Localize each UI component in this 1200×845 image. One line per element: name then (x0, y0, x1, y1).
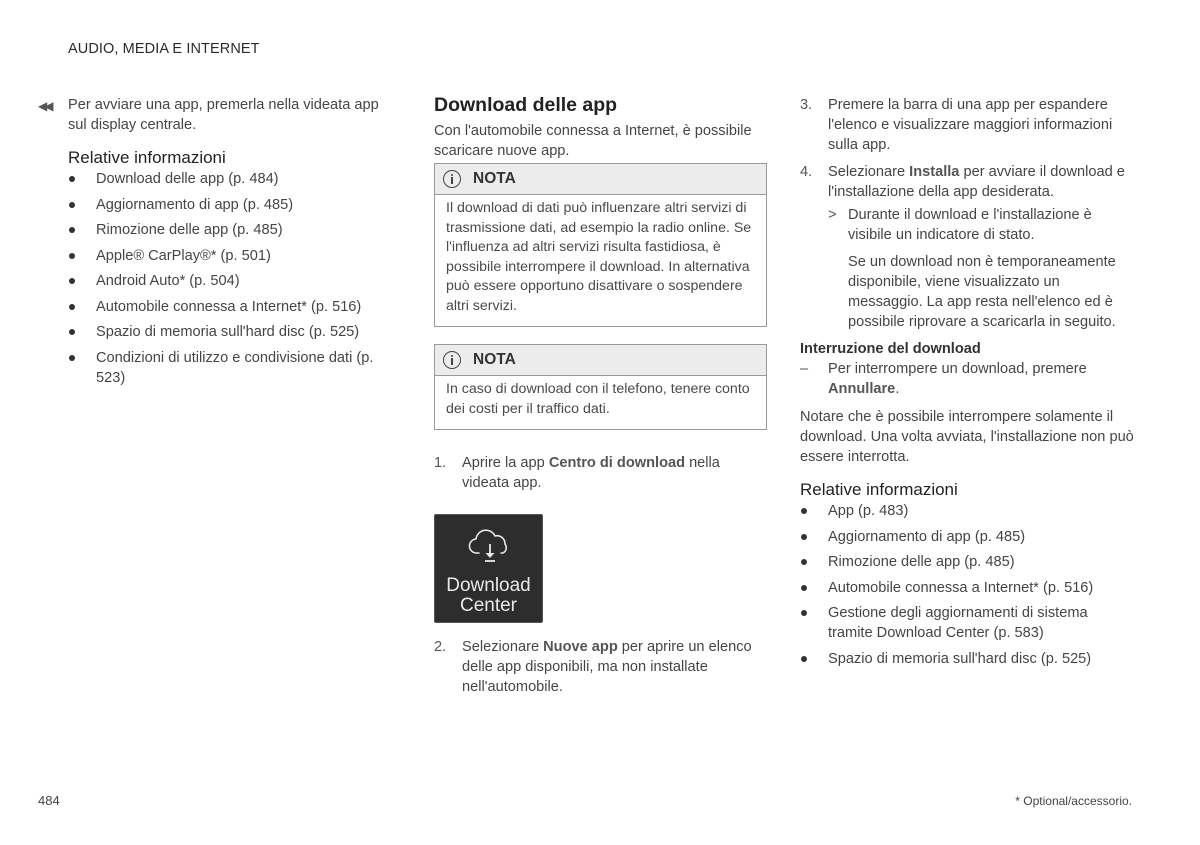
info-icon (443, 351, 461, 369)
bullet-icon (801, 610, 807, 616)
related-link[interactable]: Aggiornamento di app (p. 485) (800, 527, 1135, 547)
bullet-icon (69, 355, 75, 361)
related-link[interactable]: Aggiornamento di app (p. 485) (68, 195, 388, 215)
note-body: In caso di download con il telefono, tenere conto dei costi per il traffico dati. (446, 381, 750, 417)
bullet-icon (69, 202, 75, 208)
ui-term: Installa (909, 164, 960, 180)
step-number: 2. (434, 639, 447, 655)
bullet-icon (801, 656, 807, 662)
related-link[interactable]: Spazio di memoria sull'hard disc (p. 525) (68, 322, 388, 342)
note-box (434, 344, 767, 430)
step-result (800, 205, 1135, 245)
continuation-marker-icon: ◀◀ (38, 99, 51, 113)
left-column (38, 95, 388, 393)
related-link[interactable]: Android Auto* (p. 504) (68, 271, 388, 291)
bullet-icon (801, 508, 807, 514)
middle-column (434, 93, 767, 697)
step-text: Selezionare Installa per avviare il download e l'installazione della app desiderata. (828, 164, 1125, 200)
result-text: Durante il download e l'installazione è visibile un indicatore di stato. (848, 207, 1092, 243)
lead-paragraph: Con l'automobile connessa a Internet, è possibile scaricare nuove app. (434, 123, 752, 159)
step-1 (434, 453, 767, 493)
intro-text: Per avviare una app, premerla nella videata app sul display centrale. (68, 97, 379, 133)
related-info-title: Relative informazioni (68, 148, 226, 167)
interrupt-item (800, 359, 1135, 399)
intro-paragraph (38, 95, 388, 135)
interrupt-heading: Interruzione del download (800, 341, 981, 357)
note-box (434, 163, 767, 327)
step-text: Selezionare Nuove app per aprire un elenco delle app disponibili, ma non installate nell'automobile. (462, 639, 752, 695)
note-header (435, 345, 766, 376)
bullet-icon (801, 585, 807, 591)
step-4 (800, 162, 1135, 202)
related-link[interactable]: Rimozione delle app (p. 485) (68, 220, 388, 240)
ui-term: Centro di download (548, 455, 686, 471)
step-number: 3. (800, 97, 813, 113)
related-info-list (800, 501, 1135, 669)
bullet-icon (801, 534, 807, 540)
step-text: Premere la barra di una app per espandere l'elenco e visualizzare maggiori informazioni sulla app. (828, 97, 1113, 153)
note-header (435, 164, 766, 195)
section-header: AUDIO, MEDIA E INTERNET (68, 41, 260, 57)
related-link[interactable]: Gestione degli aggiornamenti di sistema tramite Download Center (p. 583) (800, 603, 1135, 643)
step-number: 1. (434, 455, 447, 471)
result-marker-icon: > (828, 207, 837, 223)
result-paragraph: Se un download non è temporaneamente disponibile, viene visualizzato un messaggio. La app resta nell'elenco ed è possibile riprovare a scaricarla in seguito. (848, 254, 1116, 330)
info-icon (443, 170, 461, 188)
dash-marker-icon: – (800, 361, 809, 377)
note-title: NOTA (473, 351, 516, 368)
note-body: Il download di dati può influenzare altri servizi di trasmissione dati, ad esempio la radio online. Se l'influenza ad altri servizi risulta fastidiosa, è possibile interrompere il download. In alternativa può essere opportuno disattivare o sospendere altri servizi. (446, 200, 752, 314)
related-info-title: Relative informazioni (800, 480, 958, 499)
download-center-app-image (434, 514, 543, 623)
related-link[interactable]: Spazio di memoria sull'hard disc (p. 525) (800, 649, 1135, 669)
related-link[interactable]: Download delle app (p. 484) (68, 169, 388, 189)
note-title: NOTA (473, 170, 516, 187)
related-link[interactable]: App (p. 483) (800, 501, 1135, 521)
interrupt-text: Per interrompere un download, premere Annullare. (828, 361, 1087, 397)
footnote: * Optional/accessorio. (1015, 794, 1132, 808)
step-3 (800, 95, 1135, 155)
step-2 (434, 637, 767, 697)
bullet-icon (69, 253, 75, 259)
related-info-list (68, 169, 388, 388)
bullet-icon (801, 559, 807, 565)
bullet-icon (69, 227, 75, 233)
step-text: Aprire la app Centro di download nella videata app. (462, 455, 720, 491)
cloud-download-icon (468, 529, 512, 563)
bullet-icon (69, 176, 75, 182)
ui-term: Annullare (828, 381, 896, 397)
related-link[interactable]: Rimozione delle app (p. 485) (800, 552, 1135, 572)
page-number: 484 (38, 793, 60, 808)
related-link[interactable]: Apple® CarPlay®* (p. 501) (68, 246, 388, 266)
related-link[interactable]: Condizioni di utilizzo e condivisione dati (p. 523) (68, 348, 388, 388)
step-number: 4. (800, 164, 813, 180)
related-link[interactable]: Automobile connessa a Internet* (p. 516) (68, 297, 388, 317)
bullet-icon (69, 329, 75, 335)
download-center-label: Download Center (446, 575, 531, 616)
related-link[interactable]: Automobile connessa a Internet* (p. 516) (800, 578, 1135, 598)
ui-term: Nuove app (543, 639, 618, 655)
right-column (800, 95, 1135, 674)
bullet-icon (69, 278, 75, 284)
interrupt-note: Notare che è possibile interrompere solamente il download. Una volta avviata, l'installazione non può essere interrotta. (800, 409, 1134, 465)
section-title: Download delle app (434, 94, 618, 116)
bullet-icon (69, 304, 75, 310)
